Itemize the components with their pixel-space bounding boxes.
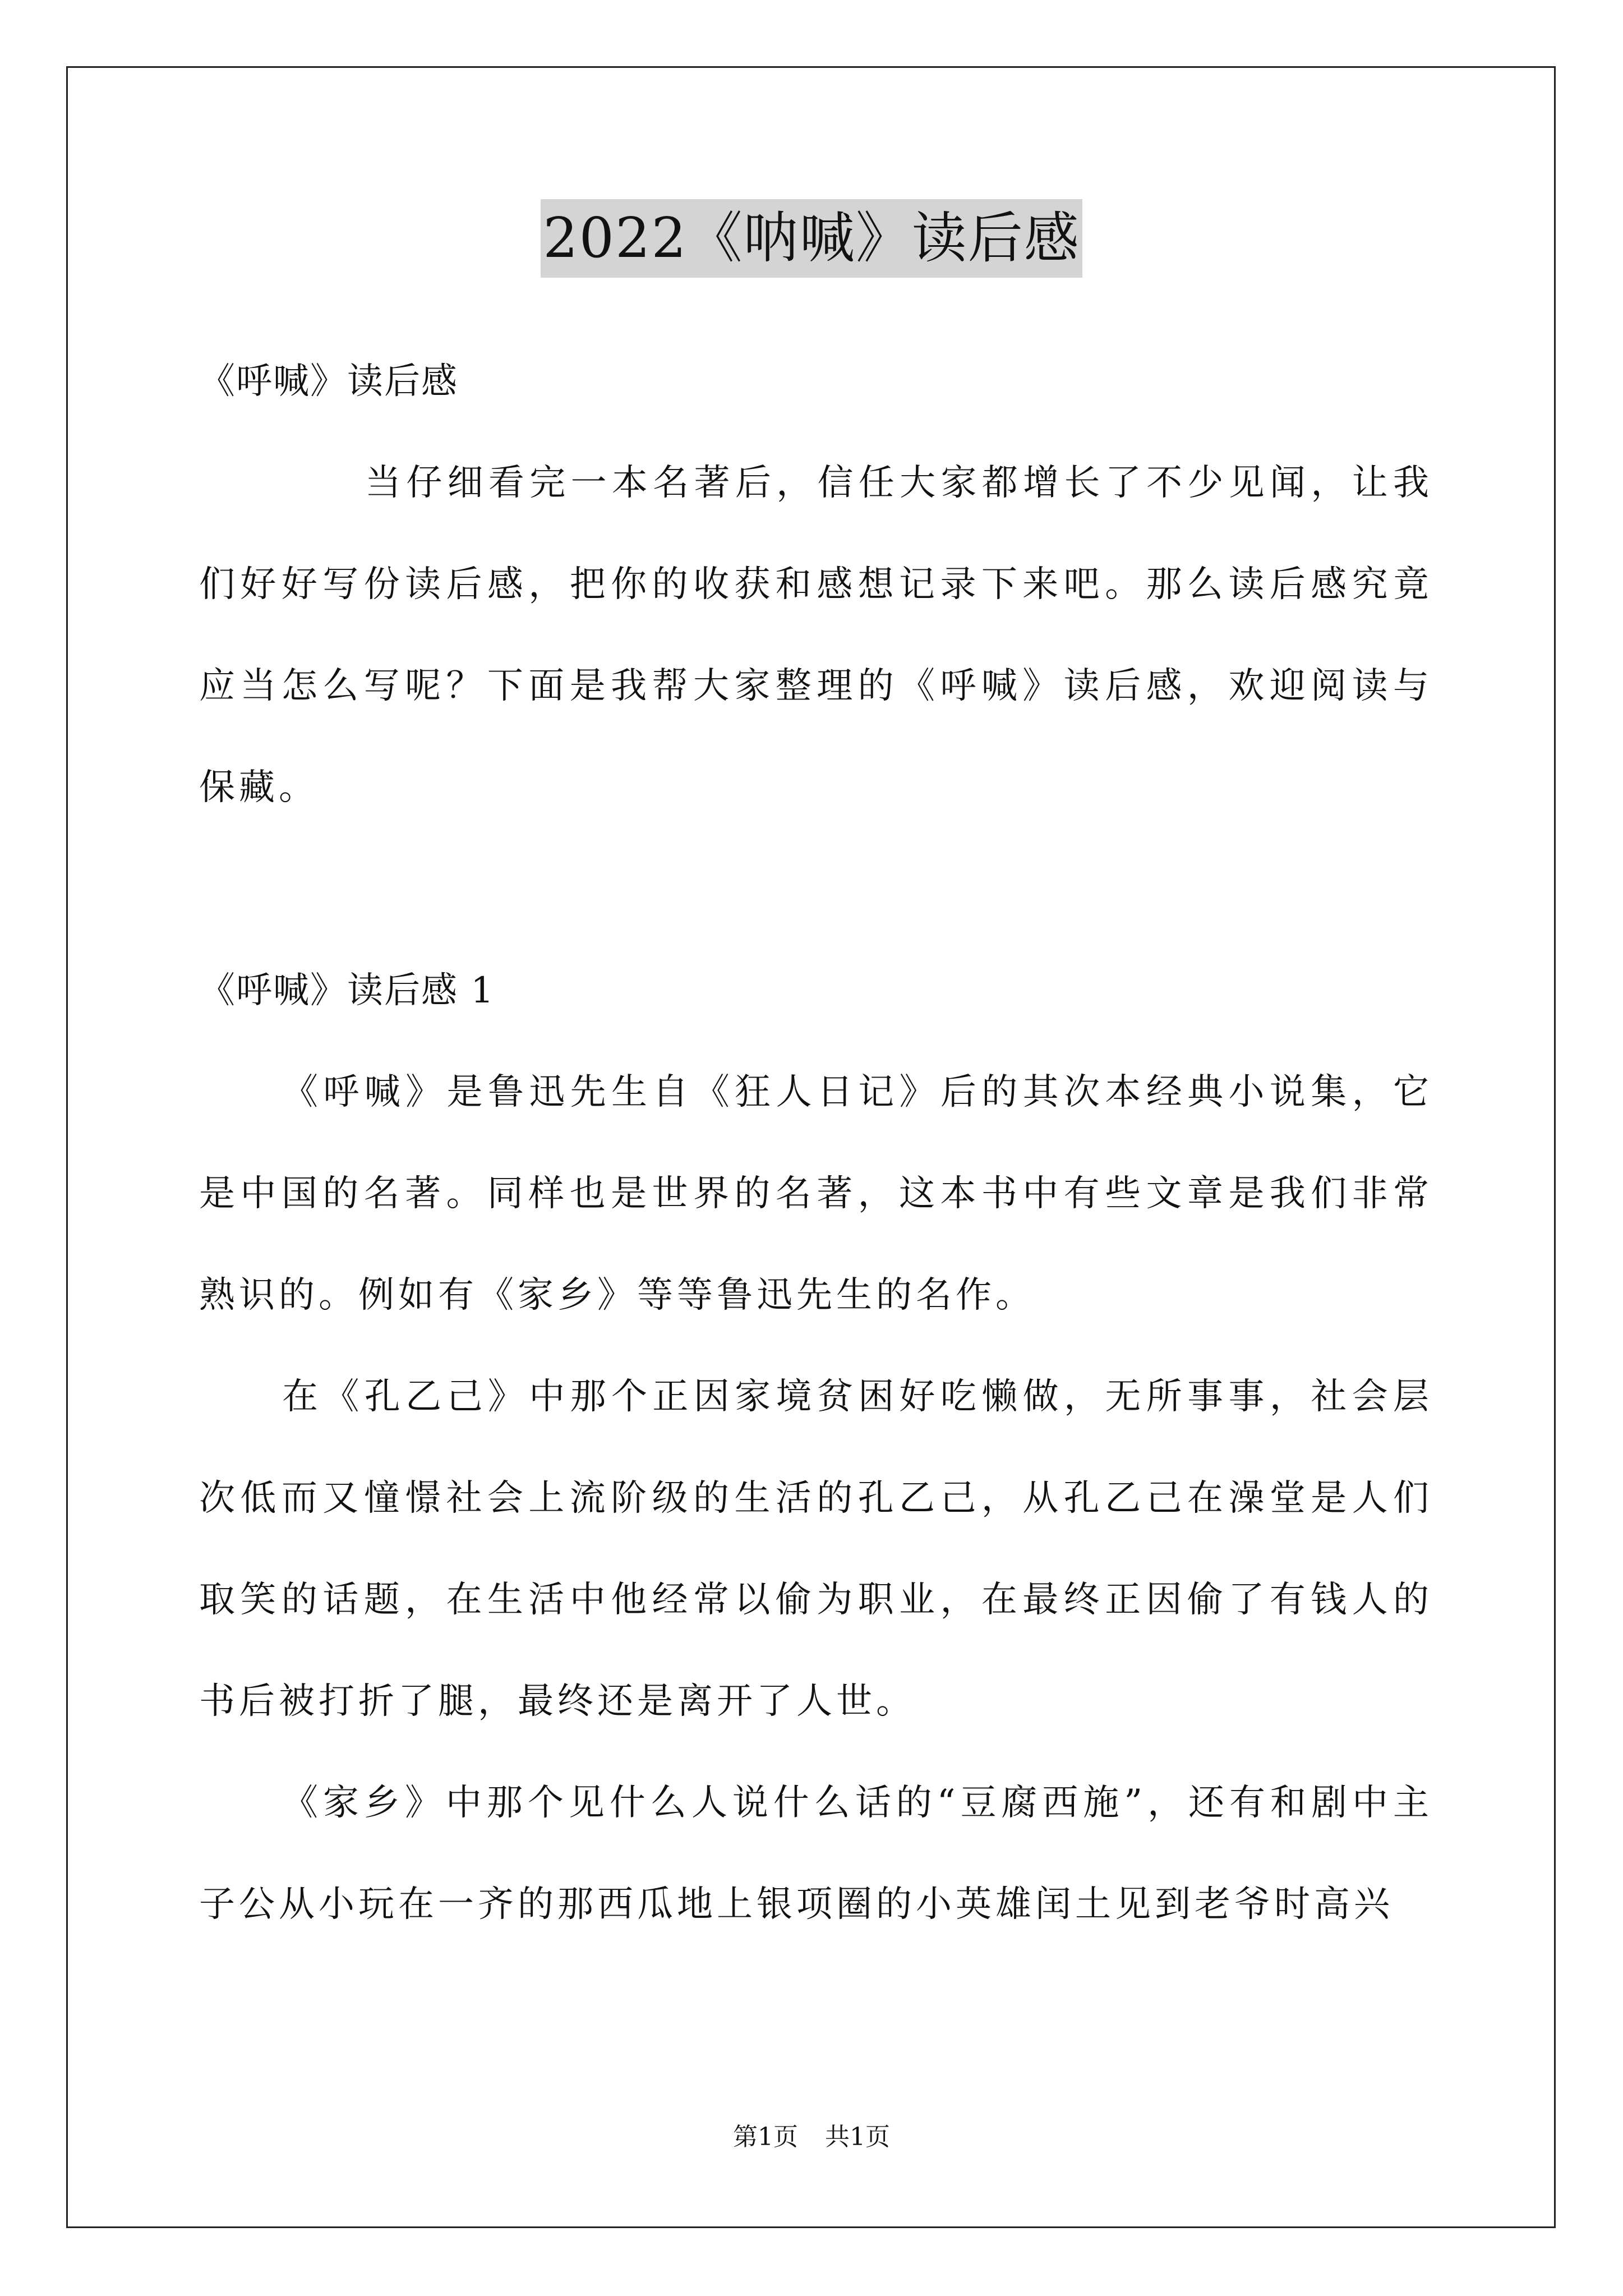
body-paragraph: 在《孔乙己》中那个正因家境贫困好吃懒做，无所事事，社会层次低而又憧憬社会上流阶级的生活的孔乙己，从孔乙己在澡堂是人们取笑的话题，在生活中他经常以偷为职业，在最终正因偷了有钱人的书后被打折了腿，最终还是离开了人世。 [199, 1376, 1433, 1722]
document-subtitle: 《呼喊》读后感 [199, 361, 458, 402]
page-footer [0, 2120, 1623, 2154]
page-total: 共1页 [825, 2123, 890, 2151]
page-number: 第1页 [733, 2123, 798, 2151]
section-spacer [199, 839, 1433, 940]
body-paragraph: 《呼喊》是鲁迅先生自《狂人日记》后的其次本经典小说集，它是中国的名著。同样也是世界的名著，这本书中有些文章是我们非常熟识的。例如有《家乡》等等鲁迅先生的名作。 [199, 1071, 1433, 1316]
document-body [199, 331, 1433, 1955]
intro-paragraph: 当仔细看完一本名著后，信任大家都增长了不少见闻，让我们好好写份读后感，把你的收获和感想记录下来吧。那么读后感究竟应当怎么写呢？下面是我帮大家整理的《呼喊》读后感，欢迎阅读与保藏。 [199, 462, 1433, 808]
body-paragraph: 《家乡》中那个见什么人说什么话的“豆腐西施”，还有和剧中主子公从小玩在一齐的那西瓜地上银项圈的小英雄闰土见到老爷时高兴 [199, 1782, 1433, 1925]
section-heading: 《呼喊》读后感 1 [199, 970, 495, 1011]
document-title: 2022《呐喊》读后感 [541, 199, 1082, 278]
title-container [0, 199, 1623, 278]
